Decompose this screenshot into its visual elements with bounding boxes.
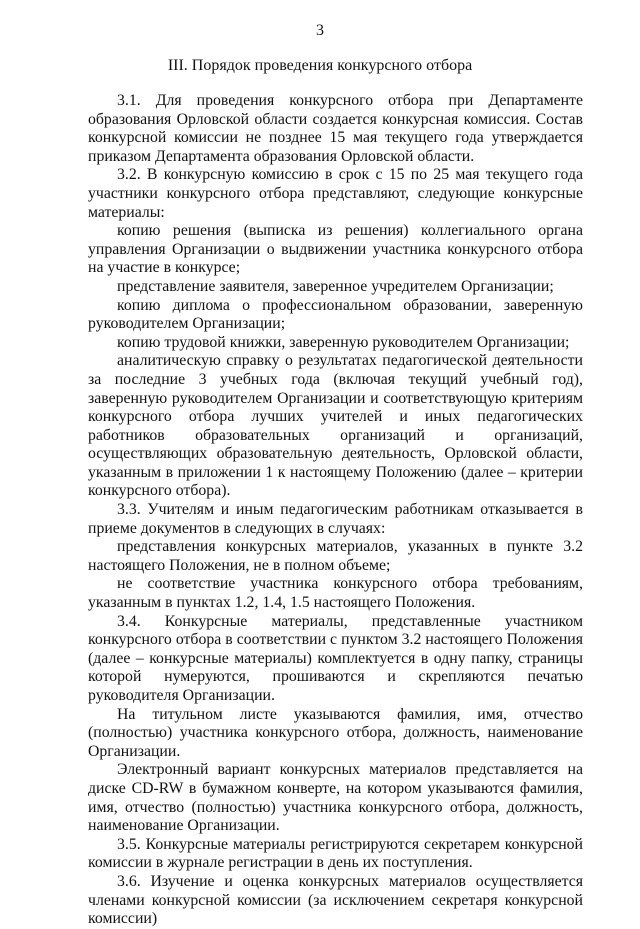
section-title: III. Порядок проведения конкурсного отбора	[167, 57, 473, 74]
paragraph-3-4: 3.4. Конкурсные материалы, представленные участником конкурсного отбора в соответствии с пунктом 3.2 настоящего Положения (далее – конкурсные материалы) комплектуется в одну папку, страницы которой нумеруются, прошиваются и скрепляются печатью руководителя Организации.	[88, 612, 583, 704]
list-item-employment-record-copy: копию трудовой книжки, заверенную руководителем Организации;	[117, 333, 570, 351]
paragraph-electronic-version: Электронный вариант конкурсных материалов представляется на диске CD-RW в бумажном конверте, на котором указываются фамилия, имя, отчество (полностью) участника конкурсного отбора, должность, наименование Организации.	[88, 761, 583, 835]
paragraph-3-3: 3.3. Учителям и иным педагогическим работникам отказывается в приеме документов в следующих в случаях:	[88, 501, 583, 537]
list-item-decision-copy: копию решения (выписка из решения) коллегиального органа управления Организации о выдвижении участника конкурсного отбора на участие в конкурсе;	[88, 222, 583, 277]
paragraph-title-page: На титульном листе указываются фамилия, имя, отчество (полностью) участника конкурсного отбора, должность, наименование Организации.	[88, 705, 583, 760]
list-item-analytical-report: аналитическую справку о результатах педагогической деятельности за последние 3 учебных года (включая текущий учебный год), заверенную руководителем Организации и соответствующую критериям конкурсного отбора лучших учителей и иных педагогических работников образовательных организаций и организаций, осуществляющих образовательную деятельность, Орловской области, указанным в приложении 1 к настоящему Положению (далее – критерии конкурсного отбора).	[88, 352, 583, 500]
paragraph-3-6: 3.6. Изучение и оценка конкурсных материалов осуществляется членами конкурсной комиссии (за исключением секретаря конкурсной комиссии)	[88, 872, 583, 928]
document-body	[88, 92, 583, 929]
paragraph-3-1: 3.1. Для проведения конкурсного отбора при Департаменте образования Орловской области создается конкурсная комиссия. Состав конкурсной комиссии не позднее 15 мая текущего года утверждается приказом Департамента образования Орловской области.	[88, 92, 583, 165]
list-item-requirements-mismatch: не соответствие участника конкурсного отбора требованиям, указанным в пунктах 1.2, 1.4, 1.5 настоящего Положения.	[88, 575, 583, 612]
page-number: 3	[316, 22, 324, 39]
paragraph-3-5: 3.5. Конкурсные материалы регистрируются секретарем конкурсной комиссии в журнале регистрации в день их поступления.	[88, 835, 583, 872]
list-item-incomplete-materials: представления конкурсных материалов, указанных в пункте 3.2 настоящего Положения, не в полном объеме;	[88, 538, 583, 574]
paragraph-3-2: 3.2. В конкурсную комиссию в срок с 15 по 25 мая текущего года участники конкурсного отбора представляют, следующие конкурсные материалы:	[88, 166, 583, 221]
list-item-applicant-submission: представление заявителя, заверенное учредителем Организации;	[117, 277, 554, 295]
list-item-diploma-copy: копию диплома о профессиональном образовании, заверенную руководителем Организации;	[88, 296, 583, 333]
